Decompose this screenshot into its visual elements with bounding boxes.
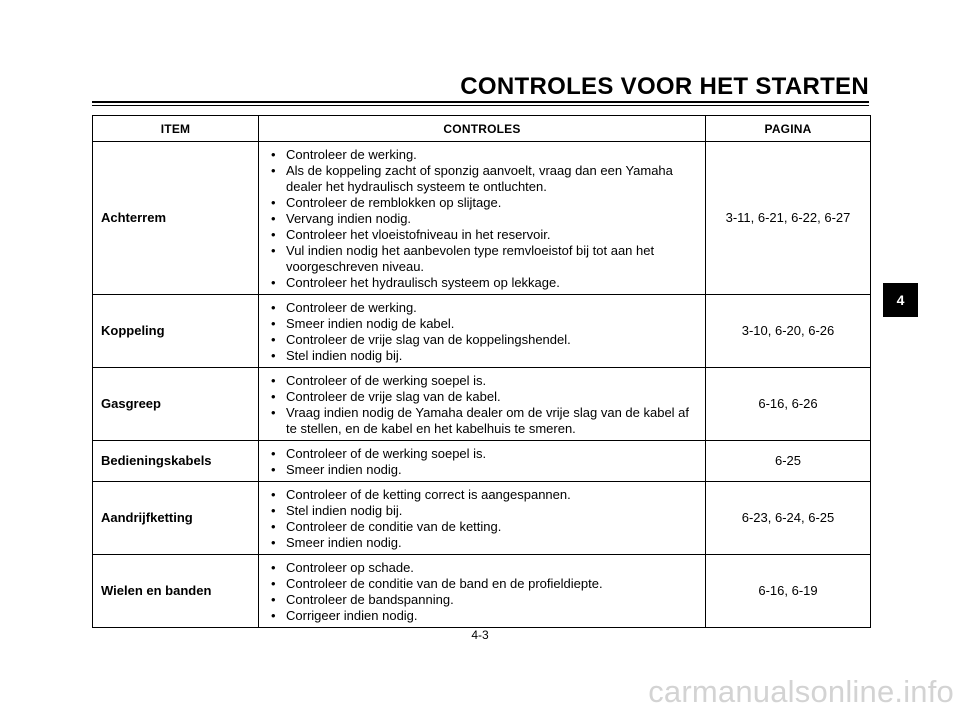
table-body <box>93 142 871 628</box>
list-item: • Controleer de vrije slag van de kabel. <box>263 389 701 405</box>
header-item: ITEM <box>93 116 259 142</box>
controls-cell <box>259 295 706 368</box>
chapter-tab: 4 <box>883 283 918 317</box>
controls-table <box>92 115 871 628</box>
list-item: • Smeer indien nodig. <box>263 535 701 551</box>
page-ref-cell: 6-25 <box>706 441 871 482</box>
list-item: • Controleer of de werking soepel is. <box>263 446 701 462</box>
watermark: carmanualsonline.info <box>648 674 954 709</box>
list-item: • Controleer de conditie van de ketting. <box>263 519 701 535</box>
list-item: • Controleer de bandspanning. <box>263 592 701 608</box>
page-ref-cell: 3-11, 6-21, 6-22, 6-27 <box>706 142 871 295</box>
table-row <box>93 368 871 441</box>
page-ref-cell: 6-16, 6-19 <box>706 555 871 628</box>
list-item: • Controleer het hydraulisch systeem op lekkage. <box>263 275 701 291</box>
list-item: • Controleer de werking. <box>263 147 701 163</box>
page-ref-cell: 6-16, 6-26 <box>706 368 871 441</box>
controls-cell <box>259 142 706 295</box>
item-cell: Gasgreep <box>93 368 259 441</box>
list-item: • Als de koppeling zacht of sponzig aanvoelt, vraag dan een Yamaha dealer het hydraulisch systeem te ontluchten. <box>263 163 701 195</box>
controls-cell <box>259 368 706 441</box>
controls-cell <box>259 441 706 482</box>
list-item: • Vraag indien nodig de Yamaha dealer om de vrije slag van de kabel af te stellen, en de kabel en het kabelhuis te smeren. <box>263 405 701 437</box>
title-rule-thin <box>92 105 869 106</box>
list-item: • Controleer de remblokken op slijtage. <box>263 195 701 211</box>
header-page: PAGINA <box>706 116 871 142</box>
list-item: • Controleer de werking. <box>263 300 701 316</box>
controls-list <box>263 446 701 478</box>
controls-list <box>263 487 701 551</box>
table-header-row <box>93 116 871 142</box>
list-item: • Stel indien nodig bij. <box>263 348 701 364</box>
list-item: • Vervang indien nodig. <box>263 211 701 227</box>
list-item: • Controleer op schade. <box>263 560 701 576</box>
item-cell: Koppeling <box>93 295 259 368</box>
header-controls: CONTROLES <box>259 116 706 142</box>
controls-list <box>263 147 701 291</box>
list-item: • Vul indien nodig het aanbevolen type remvloeistof bij tot aan het voorgeschreven niveau. <box>263 243 701 275</box>
controls-cell <box>259 555 706 628</box>
list-item: • Smeer indien nodig. <box>263 462 701 478</box>
table-row <box>93 142 871 295</box>
list-item: • Stel indien nodig bij. <box>263 503 701 519</box>
controls-list <box>263 300 701 364</box>
list-item: • Controleer of de ketting correct is aangespannen. <box>263 487 701 503</box>
controls-cell <box>259 482 706 555</box>
page-title: CONTROLES VOOR HET STARTEN <box>460 73 869 100</box>
item-cell: Aandrijfketting <box>93 482 259 555</box>
page-number: 4-3 <box>471 628 489 642</box>
table-row <box>93 555 871 628</box>
list-item: • Smeer indien nodig de kabel. <box>263 316 701 332</box>
item-cell: Achterrem <box>93 142 259 295</box>
list-item: • Controleer de conditie van de band en de profieldiepte. <box>263 576 701 592</box>
page-ref-cell: 6-23, 6-24, 6-25 <box>706 482 871 555</box>
table-row <box>93 295 871 368</box>
title-rule <box>92 101 869 103</box>
page-ref-cell: 3-10, 6-20, 6-26 <box>706 295 871 368</box>
controls-list <box>263 373 701 437</box>
item-cell: Bedieningskabels <box>93 441 259 482</box>
controls-list <box>263 560 701 624</box>
table-row <box>93 482 871 555</box>
table-row <box>93 441 871 482</box>
list-item: • Controleer of de werking soepel is. <box>263 373 701 389</box>
list-item: • Controleer het vloeistofniveau in het reservoir. <box>263 227 701 243</box>
list-item: • Controleer de vrije slag van de koppelingshendel. <box>263 332 701 348</box>
item-cell: Wielen en banden <box>93 555 259 628</box>
list-item: • Corrigeer indien nodig. <box>263 608 701 624</box>
